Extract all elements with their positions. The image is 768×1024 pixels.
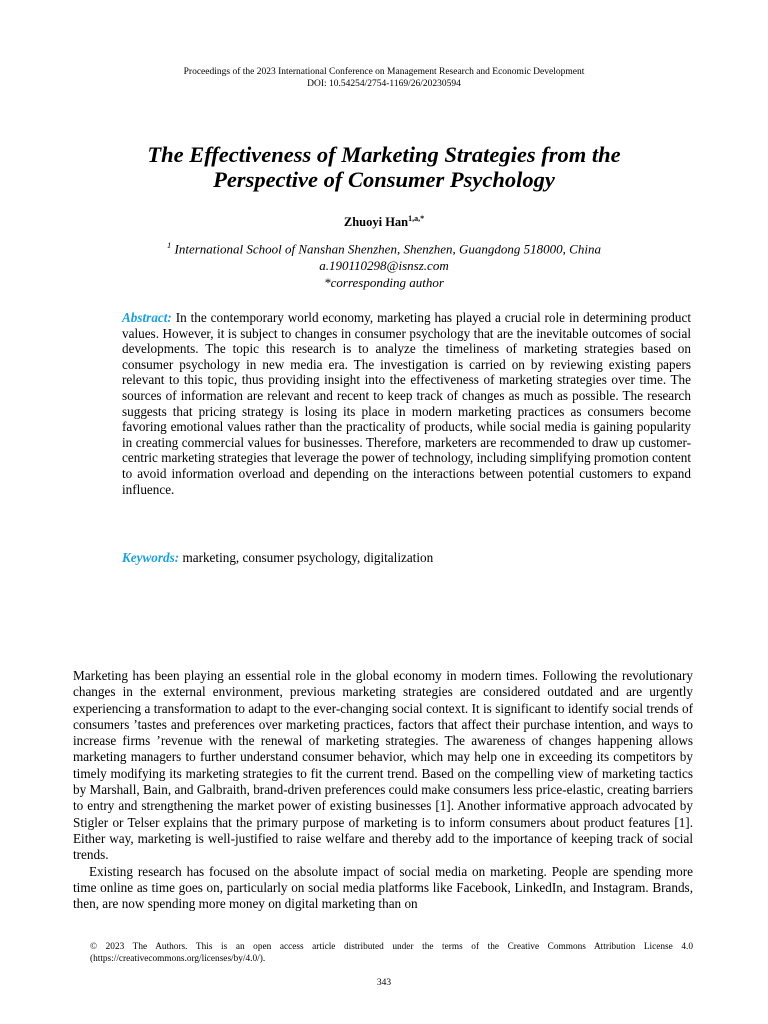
abstract-text: In the contemporary world economy, marketing has played a crucial role in determining product values. However, it is subject to changes in consumer psychology that are the inevitable outcomes of social developments. The topic this research is to analyze the timeliness of marketing strategies based on consumer psychology in new media era. The investigation is carried on by reviewing existing papers relevant to this topic, thus providing insight into the effectiveness of marketing strategies over time. The sources of information are relevant and recent to keep track of changes as much as possible. The research suggests that pricing strategy is losing its place in modern marketing practices as consumers become favoring emotional values rather than the practicality of products, while social media is gaining popularity in creating commercial values for businesses. Therefore, marketers are recommended to draw up customer-centric marketing strategies that leverage the power of technology, including simplifying promotion content to avoid information overload and depending on the interactions between potential customers to expand influence.	[122, 310, 692, 497]
author-name: Zhuoyi Han	[343, 215, 409, 230]
paper-title	[60, 142, 708, 192]
keywords-text: marketing, consumer psychology, digitalization	[182, 550, 434, 565]
running-header	[0, 67, 768, 90]
body-text	[73, 668, 693, 912]
page-number: 343	[376, 978, 392, 988]
header-doi: DOI: 10.54254/2754-1169/26/20230594	[307, 78, 461, 89]
body-paragraph-1: Marketing has been playing an essential role in the global economy in modern times. Following the revolutionary changes in the external environment, previous marketing strategies are considered outdated and are urgently experiencing a transformation to adapt to the ever-changing social context. It is significant to identify social trends of consumers ’tastes and preferences over marketing practices, factors that affect their purchase intention, and ways to increase firms ’revenue with the renewal of marketing strategies. The awareness of changes happening allows marketing managers to further understand consumer behavior, which may help one in exceeding its competitors by timely modifying its marketing strategies to fit the current trend. Based on the compelling view of marketing tactics by Marshall, Bain, and Galbraith, brand-driven preferences could make consumers less price-elastic, creating barriers to entry and strengthening the market power of existing businesses [1]. Another informative approach advocated by Stigler or Telser explains that the primary purpose of marketing is to inform consumers about product features [1]. Either way, marketing is well-justified to raise welfare and thereby add to the importance of keeping track of social trends.	[73, 668, 693, 863]
keywords-label: Keywords:	[122, 550, 180, 565]
corresponding-note: *corresponding author	[324, 275, 444, 291]
license-footnote: © 2023 The Authors. This is an open access article distributed under the terms of the Creative Commons Attribution License 4.0 (https://creativecommons.org/licenses/by/4.0/).	[90, 942, 693, 964]
title-line-2: Perspective of Consumer Psychology	[213, 167, 555, 192]
author-superscript: 1,a,*	[408, 214, 425, 223]
author-line	[0, 214, 768, 230]
abstract	[122, 310, 691, 497]
body-paragraph-2: Existing research has focused on the absolute impact of social media on marketing. People are spending more time online as time goes on, particularly on social media platforms like Facebook, LinkedIn, and Instagram. Brands, then, are now spending more money on digital marketing than on	[73, 863, 693, 912]
affiliation-line	[0, 237, 768, 257]
affiliation-institution: International School of Nanshan Shenzhen, Shenzhen, Guangdong 518000, China	[174, 241, 601, 257]
keywords	[122, 550, 691, 566]
affiliation-block	[0, 237, 768, 291]
title-line-1: The Effectiveness of Marketing Strategies from the	[147, 142, 621, 167]
affiliation-superscript: 1	[167, 240, 172, 250]
author-email: a.190110298@isnsz.com	[319, 258, 449, 274]
abstract-label: Abstract:	[122, 310, 172, 325]
header-proceedings: Proceedings of the 2023 International Conference on Management Research and Economic Development	[183, 67, 585, 77]
